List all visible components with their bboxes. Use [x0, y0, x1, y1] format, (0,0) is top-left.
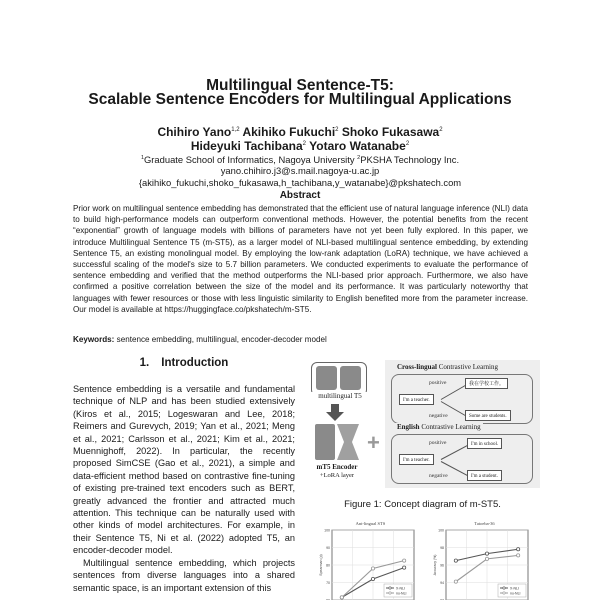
- svg-text:100: 100: [438, 528, 444, 533]
- svg-text:96: 96: [440, 563, 444, 568]
- affiliations: $^1$Graduate School of Informatics, Nagoya University $^2$PKSHA Technology Inc.: [140, 154, 460, 166]
- cross-lingual-title: Cross-lingual Contrastive Learning: [397, 363, 498, 371]
- author-name: Akihiko Fukuchi: [242, 125, 336, 139]
- positive-sentence: I'm in school.: [467, 438, 502, 449]
- intro-body: [73, 383, 295, 594]
- keywords: [73, 335, 327, 344]
- svg-text:X-NLI: X-NLI: [510, 586, 519, 591]
- paper-title-line1: Multilingual Sentence-T5:: [206, 77, 394, 94]
- mt5-label: multilingual T5: [309, 392, 371, 400]
- affiliation-2: PKSHA Technology Inc.: [360, 154, 460, 166]
- author-name: Chihiro Yano: [157, 125, 232, 139]
- svg-text:Spearman (ρ): Spearman (ρ): [319, 554, 323, 576]
- author-name: Shoko Fukasawa: [341, 125, 440, 139]
- mt5-model-box: [311, 362, 367, 396]
- chart-tatoeba: [432, 521, 537, 600]
- affiliation-1: Graduate School of Informatics, Nagoya University: [144, 154, 355, 166]
- encoder-sublabel: +LoRA layer: [319, 472, 355, 479]
- encoder-block-icon: [315, 424, 335, 460]
- lora-hourglass-icon: [337, 424, 359, 460]
- negative-sentence: Some are students.: [465, 410, 511, 421]
- section-title: Introduction: [161, 357, 229, 369]
- keywords-text: sentence embedding, multilingual, encoder-decoder model: [116, 335, 327, 344]
- email-1: yano.chihiro.j3@s.mail.nagoya-u.ac.jp: [220, 165, 380, 176]
- svg-text:90: 90: [326, 546, 330, 550]
- encoder-label: mT5 Encoder: [316, 463, 358, 471]
- model-block-icon: [316, 366, 337, 390]
- author-name: Yotaro Watanabe: [309, 139, 406, 153]
- negative-sentence: I'm a student.: [467, 470, 502, 481]
- anchor-sentence: I'm a teacher.: [399, 394, 434, 405]
- intro-paragraph-1: Sentence embedding is a versatile and fundamental technique of NLP and has been studied extensively (Kiros et al., 2015; Logeswaran and Lee, 2018; Reimers and Gurevych, 2019; Yan et al., 2021; Meng et al., 2021; Carlsson et al., 2021; Kim et al., 2021; Muennighoff, 2022). In particular, the recently proposed SimCSE (Gao et al., 2021), a simple and data-efficient method based on contrastive fine-tuning of existing pre-trained text encoders such as BERT, greatly advanced the frontier and attracted much attention. This technique can be naturally used with other kinds of model architectures. For example, in their Sentence T5, Ni et al. (2022) adopted T5, an encoder-decoder model.: [73, 384, 295, 556]
- line-chart: [432, 524, 537, 600]
- svg-text:98: 98: [440, 546, 444, 550]
- figure-1-concept-diagram: [305, 360, 540, 488]
- negative-tag: negative: [429, 473, 448, 479]
- svg-text:94: 94: [440, 581, 444, 585]
- chart-sts: [318, 521, 423, 600]
- chart-title: Ant-lingual STS: [355, 521, 386, 526]
- positive-tag: positive: [429, 380, 447, 386]
- figure-1-caption: Figure 1: Concept diagram of m-ST5.: [344, 499, 501, 510]
- section-heading: [73, 357, 295, 369]
- author-list-line2: Hideyuki Tachibana$^2$ Yotaro Watanabe$^2$: [190, 139, 410, 153]
- author-list-line1: Chihiro Yano$^{1,2}$ Akihiko Fukuchi$^2$ Shoko Fukasawa$^2$: [157, 125, 443, 139]
- contrastive-learning-panel: [385, 360, 540, 488]
- chart-title: Tatoeba-36: [474, 521, 495, 526]
- author-name: Hideyuki Tachibana: [190, 139, 303, 153]
- plus-icon: +: [367, 430, 380, 455]
- anchor-sentence: I'm a teacher.: [399, 454, 434, 465]
- svg-text:Accuracy (%): Accuracy (%): [433, 554, 437, 576]
- line-chart: [318, 524, 423, 600]
- positive-tag: positive: [429, 440, 447, 446]
- email-2: {akihiko_fukuchi,shoko_fukasawa,h_tachibana,y_watanabe}@pkshatech.com: [138, 177, 462, 188]
- model-block-icon: [340, 366, 361, 390]
- paper-title-line2: Scalable Sentence Encoders for Multilingual Applications: [88, 91, 512, 108]
- keywords-label: Keywords:: [73, 335, 115, 344]
- positive-sentence: 我在学校工作。: [465, 378, 508, 389]
- svg-text:no-NLI: no-NLI: [396, 591, 407, 596]
- svg-text:80: 80: [326, 563, 330, 568]
- section-number: 1.: [139, 357, 150, 369]
- abstract-text: Prior work on multilingual sentence embedding has demonstrated that the efficient use of natural language inference (NLI) data to build high-performance models can outperform conventional methods. However, the potential benefits from the recent “exponential” growth of language models with billions of parameters have not yet been fully explored. In this paper, we introduce Multilingual Sentence T5 (m-ST5), as a larger model of NLI-based multilingual sentence embedding, by extending Sentence T5, an existing monolingual model. By employing the low-rank adaptation (LoRA) technique, we have achieved a successful scaling of the model's size to 5.7 billion parameters. We conducted experiments to evaluate the performance of sentence embedding and verified that the method outperforms the NLI-based prior approach. Furthermore, we also have confirmed a positive correlation between the size of the model and its performance. It was particularly noteworthy that languages with fewer resources or those with less linguistic similarity to English benefited more from the parameter increase. Our model is available at https://huggingface.co/pkshatech/m-ST5.: [73, 204, 528, 314]
- svg-text:100: 100: [324, 528, 330, 533]
- svg-text:X-NLI: X-NLI: [396, 586, 405, 591]
- english-title: English Contrastive Learning: [397, 423, 481, 431]
- negative-tag: negative: [429, 413, 448, 419]
- abstract-heading: Abstract: [279, 190, 321, 201]
- svg-text:no-NLI: no-NLI: [510, 591, 521, 596]
- svg-text:70: 70: [326, 581, 330, 585]
- intro-paragraph-2: Multilingual sentence embedding, which projects sentences from diverse languages into a shared semantic space, is an important extension of this: [73, 557, 295, 593]
